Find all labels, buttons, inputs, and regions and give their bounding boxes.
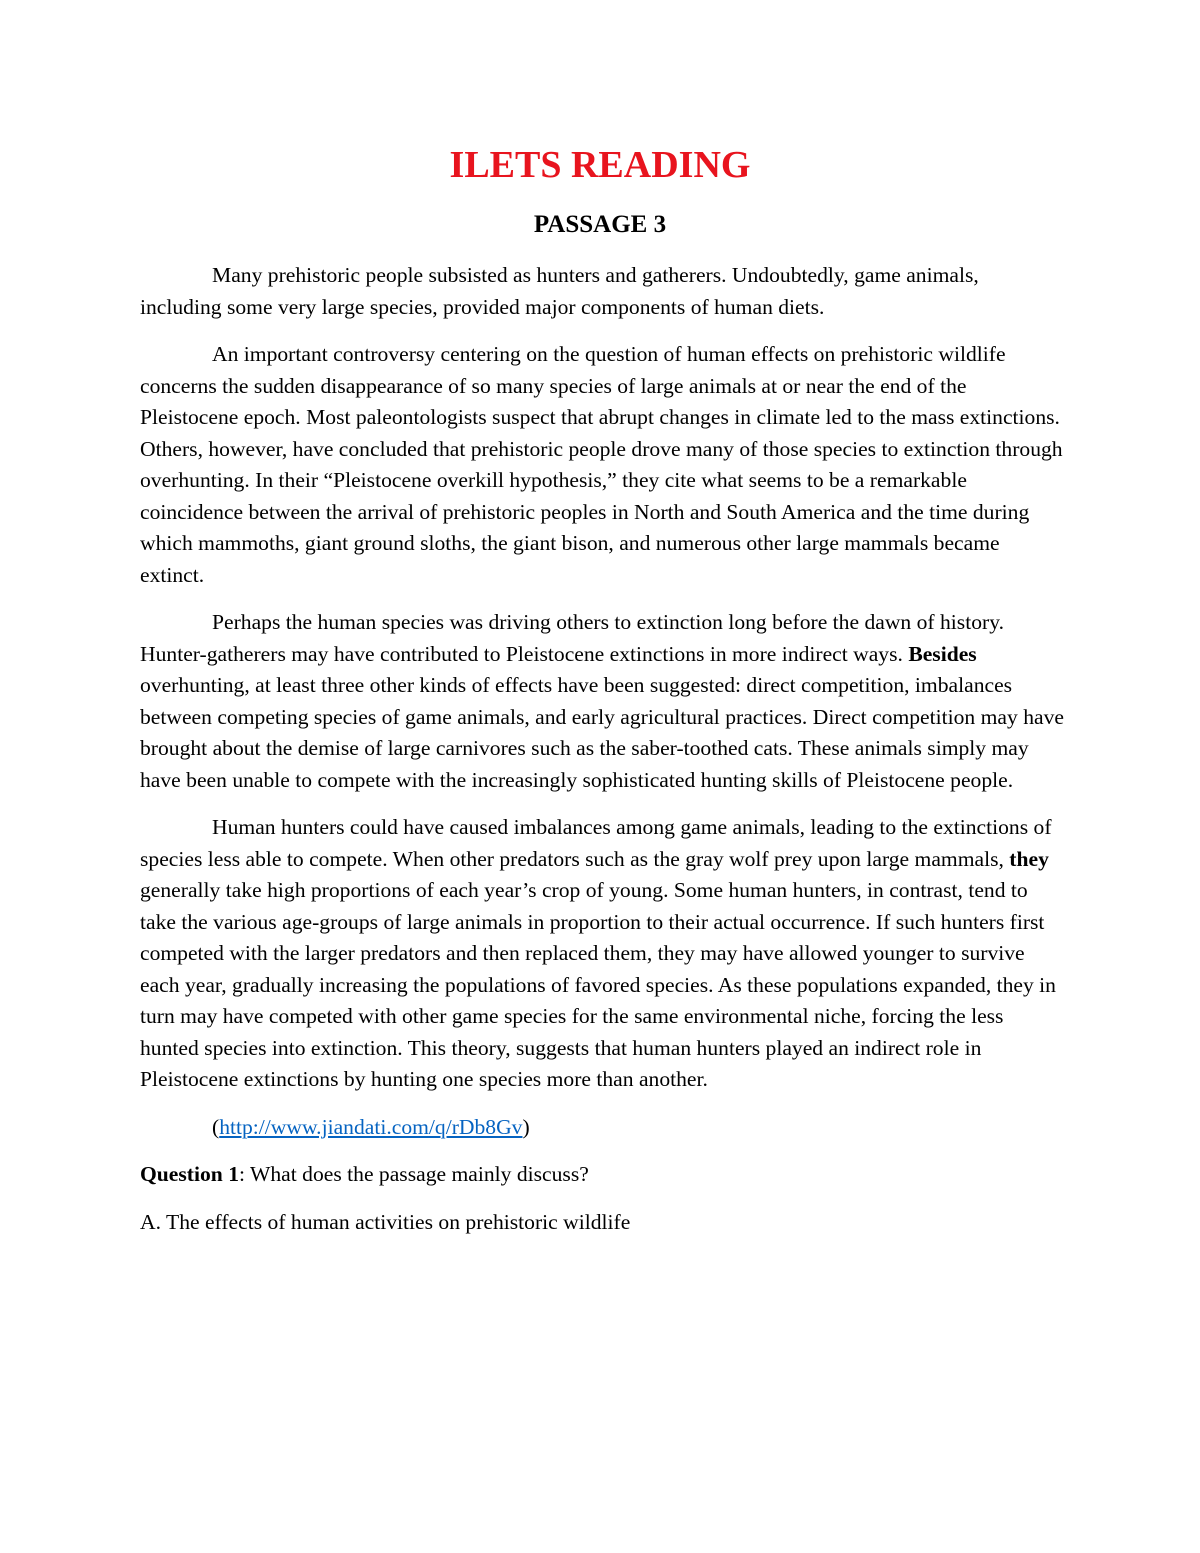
paragraph-1: Many prehistoric people subsisted as hunters and gatherers. Undoubtedly, game animals, including some very large species, provided major components of human diets.: [140, 263, 979, 319]
page-title: ILETS READING: [449, 144, 751, 186]
question-label: Question 1: [140, 1162, 239, 1186]
passage-body: [140, 260, 1065, 1238]
source-open-paren: (: [212, 1114, 220, 1139]
source-close-paren: ): [522, 1114, 530, 1139]
paragraph-3-text-a: Perhaps the human species was driving others to extinction long before the dawn of history. Hunter-gatherers may have contributed to Pleistocene extinctions in more indirect ways.: [140, 610, 1004, 666]
answer-option-a[interactable]: A. The effects of human activities on prehistoric wildlife: [140, 1209, 631, 1234]
question-text: : What does the passage mainly discuss?: [239, 1162, 589, 1186]
paragraph-3-text-b: overhunting, at least three other kinds of effects have been suggested: direct competition, imbalances between competing species of game animals, and early agricultural practices. Direct competition may have brought about the demise of large carnivores such as the saber-toothed cats. These animals simply may have been unable to compete with the increasingly sophisticated hunting skills of Pleistocene people.: [140, 673, 1064, 792]
paragraph-3: [140, 607, 1065, 796]
paragraph-4-bold-word: they: [1009, 846, 1049, 871]
paragraph-4-text-b: generally take high proportions of each year’s crop of young. Some human hunters, in contrast, tend to take the various age-groups of large animals in proportion to their actual occurrence. If such hunters first competed with the larger predators and then replaced them, they may have allowed younger to survive each year, gradually increasing the populations of favored species. As these populations expanded, they in turn may have competed with other game species for the same environmental niche, forcing the less hunted species into extinction. This theory, suggests that human hunters played an indirect role in Pleistocene extinctions by hunting one species more than another.: [140, 878, 1056, 1091]
source-link[interactable]: http://www.jiandati.com/q/rDb8Gv: [219, 1114, 523, 1139]
passage-heading: PASSAGE 3: [533, 211, 667, 238]
paragraph-4: [140, 812, 1065, 1096]
paragraph-2: An important controversy centering on the question of human effects on prehistoric wildlife concerns the sudden disappearance of so many species of large animals at or near the end of the Pleistocene epoch. Most paleontologists suspect that abrupt changes in climate led to the mass extinctions. Others, however, have concluded that prehistoric people drove many of those species to extinction through overhunting. In their “Pleistocene overkill hypothesis,” they cite what seems to be a remarkable coincidence between the arrival of prehistoric peoples in North and South America and the time during which mammoths, giant ground sloths, the giant bison, and numerous other large mammals became extinct.: [140, 342, 1063, 587]
paragraph-3-bold-word: Besides: [908, 641, 977, 666]
question-1: [140, 1159, 1065, 1191]
source-line: [140, 1112, 1065, 1144]
paragraph-4-text-a: Human hunters could have caused imbalances among game animals, leading to the extinctions of species less able to compete. When other predators such as the gray wolf prey upon large mammals,: [140, 815, 1052, 871]
